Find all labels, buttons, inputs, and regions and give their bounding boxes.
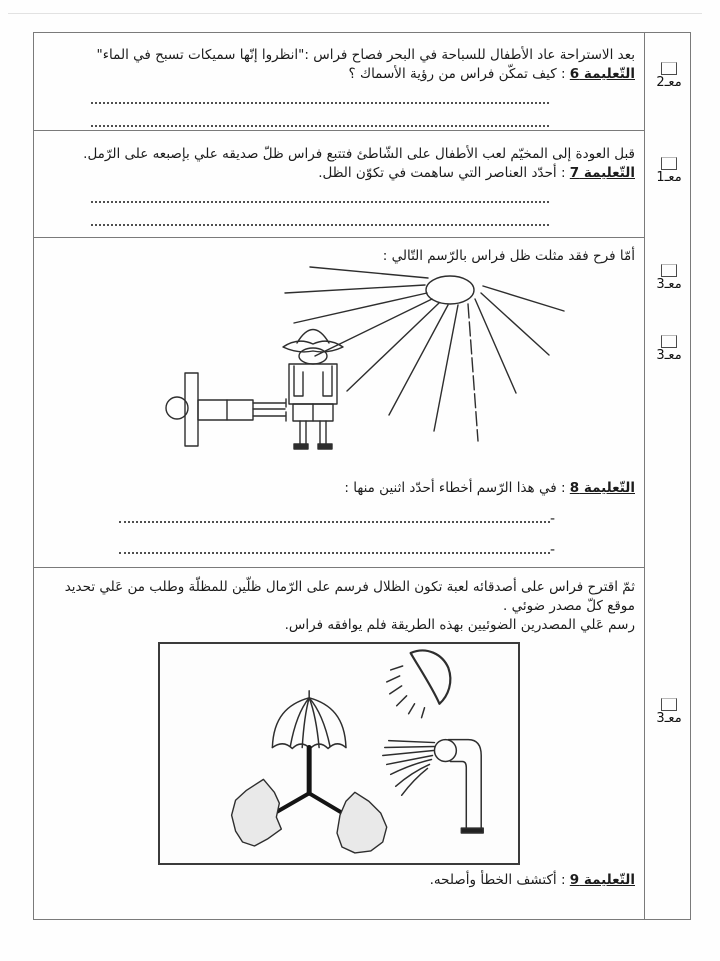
section-8-task (43, 479, 635, 498)
score-item-4 (645, 335, 693, 364)
score-item-1 (645, 62, 693, 91)
score-box (661, 698, 677, 711)
section-9-task (43, 871, 635, 890)
answer-dash-line (119, 511, 557, 527)
task-6-question: : كيف تمكّن فراس من رؤية الأسماك ؟ (348, 66, 566, 82)
score-label: معـ1 (656, 170, 682, 185)
task-9-label: التّعليمة 9 (569, 872, 635, 888)
answer-dotted-line (91, 125, 549, 127)
score-box (661, 335, 677, 348)
section-8-intro: أمّا فرح فقد مثلت ظل فراس بالرّسم التّالي : (382, 248, 635, 264)
task-8-question: : في هذا الرّسم أخطاء أحدّد اثنين منها : (344, 480, 566, 496)
section-7-intro: قبل العودة إلى المخيّم لعب الأطفال على الشّاطئ فتتبع فراس ظلّ صديقه علي بإصبعه على الرّمل. (83, 146, 635, 162)
section-9-intro-line-2: موقع كلّ مصدر ضوئي . (503, 598, 635, 614)
score-item-3 (645, 264, 693, 293)
score-label: معـ3 (656, 711, 682, 726)
answer-dash: - (549, 542, 555, 558)
umbrella-two-lights-drawing (160, 644, 518, 863)
section-6-intro: بعد الاستراحة عاد الأطفال للسباحة في البحر فصاح فراس :"انظروا إنّها سميكات تسبح في الماء" (96, 47, 635, 63)
score-label: معـ3 (656, 348, 682, 363)
worksheet-table (33, 32, 691, 920)
score-box (661, 264, 677, 277)
shadow-scene-drawing (35, 266, 635, 466)
umbrella-drawing-frame (158, 642, 520, 865)
scan-artifact-line (8, 13, 702, 14)
score-item-5 (645, 698, 693, 727)
task-9-question: : أكتشف الخطأ وأصلحه. (429, 872, 566, 888)
section-9-intro-line-3: رسم عَلي المصدرين الضوئيين بهذه الطريقة فلم يوافقه فراس. (284, 617, 635, 633)
content-column (34, 33, 644, 919)
answer-dotted-line (91, 102, 549, 104)
answer-dotted-line (91, 224, 549, 226)
answer-dotted-line (91, 201, 549, 203)
answer-dash-line (119, 542, 557, 558)
street-lamp-icon (383, 740, 483, 833)
answer-dash: - (549, 511, 555, 527)
task-7-label: التّعليمة 7 (569, 165, 635, 181)
score-label: معـ3 (656, 277, 682, 292)
answer-dotted-fill (119, 552, 550, 554)
half-sun-icon (387, 650, 451, 717)
score-box (661, 62, 677, 75)
section-task-9 (34, 568, 644, 921)
score-label: معـ2 (656, 75, 682, 90)
answer-dotted-fill (119, 521, 550, 523)
section-task-6 (34, 33, 644, 131)
score-box (661, 157, 677, 170)
section-9-intro-line-1: ثمّ اقترح فراس على أصدقائه لعبة تكون الظلال فرسم على الرّمال ظلّين للمظلّة وطلب من عَلي تحديد (64, 579, 635, 595)
section-task-8 (34, 238, 644, 568)
section-7-task (43, 164, 635, 183)
score-item-2 (645, 157, 693, 186)
task-6-label: التّعليمة 6 (569, 66, 635, 82)
task-8-label: التّعليمة 8 (569, 480, 635, 496)
score-margin-column (644, 33, 692, 919)
task-7-question: : أحدّد العناصر التي ساهمت في تكوّن الظل. (318, 165, 566, 181)
shadow-figure (166, 373, 286, 446)
umbrella-icon (269, 691, 351, 818)
section-task-7 (34, 131, 644, 238)
section-6-task (43, 65, 635, 84)
